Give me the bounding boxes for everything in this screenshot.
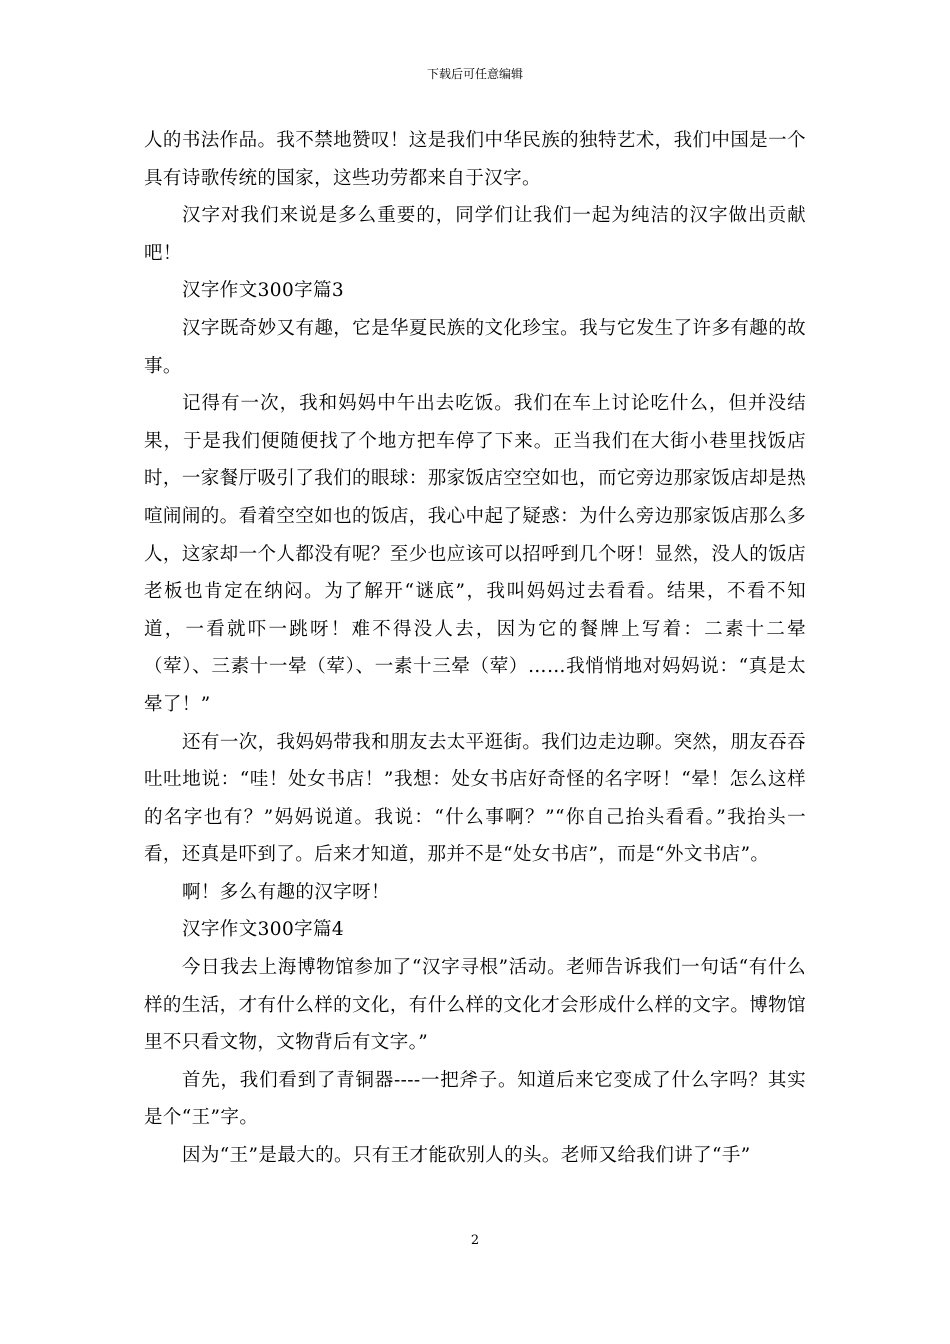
section-heading: 汉字作文300字篇3 xyxy=(182,280,345,302)
paragraph: 今日我去上海博物馆参加了“汉字寻根”活动。老师告诉我们一句话“有什么样的生活，才有什么样的文化，有什么样的文化才会形成什么样的文字。博物馆里不只看文物，文物背后有文字。” xyxy=(144,957,806,1054)
paragraph: 汉字既奇妙又有趣，它是华夏民族的文化珍宝。我与它发生了许多有趣的故事。 xyxy=(144,317,806,377)
paragraph: 记得有一次，我和妈妈中午出去吃饭。我们在车上讨论吃什么，但并没结果，于是我们便随便找了个地方把车停了下来。正当我们在大街小巷里找饭店时，一家餐厅吸引了我们的眼球：那家饭店空空如也，而它旁边那家饭店却是热喧闹闹的。看着空空如也的饭店，我心中起了疑惑：为什么旁边那家饭店那么多人，这家却一个人都没有呢？至少也应该可以招呼到几个呀！显然，没人的饭店老板也肯定在纳闷。为了解开“谜底”，我叫妈妈过去看看。结果，不看不知道，一看就吓一跳呀！难不得没人去，因为它的餐牌上写着：二素十二晕（荤）、三素十一晕（荤）、一素十三晕（荤）……我悄悄地对妈妈说：“真是太晕了！” xyxy=(144,393,806,715)
section-heading: 汉字作文300字篇4 xyxy=(182,919,345,941)
paragraph: 首先，我们看到了青铜器----一把斧子。知道后来它变成了什么字吗？其实是个“王”字。 xyxy=(144,1069,806,1129)
document-body xyxy=(144,122,806,1175)
paragraph: 人的书法作品。我不禁地赞叹！这是我们中华民族的独特艺术，我们中国是一个具有诗歌传统的国家，这些功劳都来自于汉字。 xyxy=(144,130,806,189)
page-number: 2 xyxy=(470,1233,480,1248)
paragraph: 还有一次，我妈妈带我和朋友去太平逛街。我们边走边聊。突然，朋友吞吞吐吐地说：“哇！处女书店！”我想：处女书店好奇怪的名字呀！“晕！怎么这样的名字也有？”妈妈说道。我说：“什么事啊？”“你自己抬头看看。”我抬头一看，还真是吓到了。后来才知道，那并不是“处女书店”，而是“外文书店”。 xyxy=(144,731,806,866)
paragraph: 因为“王”是最大的。只有王才能砍别人的头。老师又给我们讲了“手” xyxy=(182,1145,751,1167)
paragraph: 汉字对我们来说是多么重要的，同学们让我们一起为纯洁的汉字做出贡献吧！ xyxy=(144,205,806,264)
page-header: 下载后可任意编辑 xyxy=(426,67,523,81)
paragraph: 啊！多么有趣的汉字呀！ xyxy=(182,881,390,903)
